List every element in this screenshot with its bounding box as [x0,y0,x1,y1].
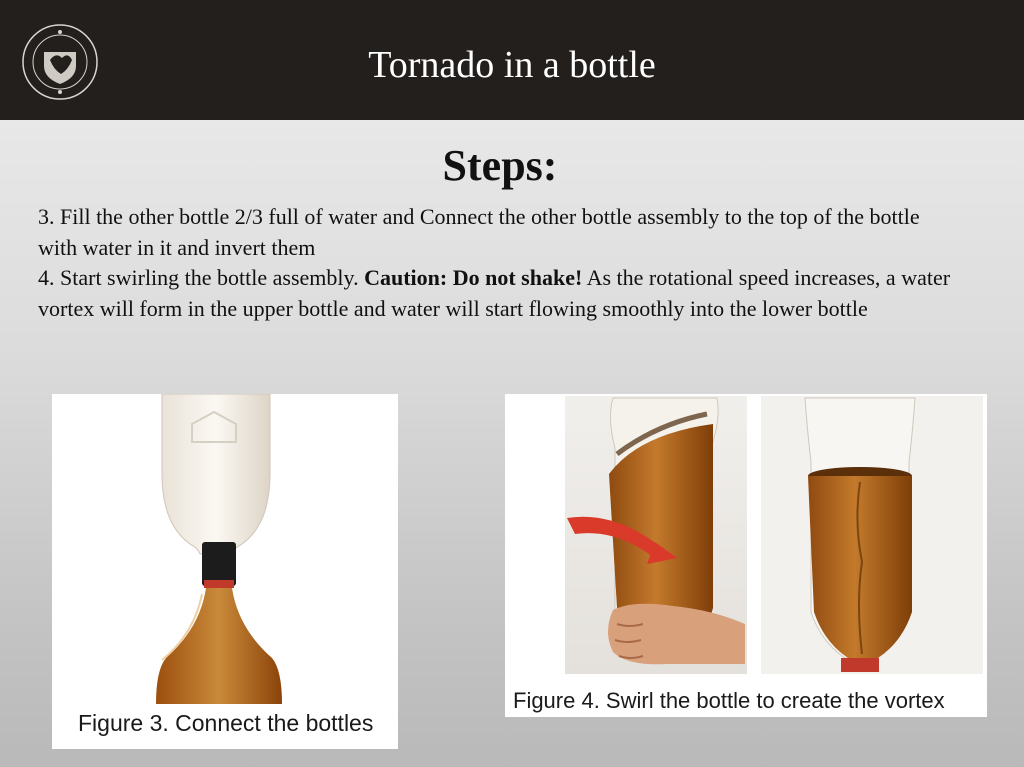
step-4-caution: Caution: Do not shake! [364,265,583,290]
steps-heading: Steps: [442,141,558,190]
step-4-rest: As the rotational speed increases, a water vortex will form in the upper bottle and water will start flowing smoothly into the lower bottle [38,265,951,321]
swirl-vortex-image [505,394,987,679]
figure-3-caption: Figure 3. Connect the bottles [78,710,374,736]
figure-4-caption: Figure 4. Swirl the bottle to create the vortex [513,688,945,713]
slide-title: Tornado in a bottle [368,44,656,86]
connected-bottles-image [52,394,398,704]
figure-4 [505,394,987,717]
step-3-text: 3. Fill the other bottle 2/3 full of water and Connect the other bottle assembly to the top of the bottle with water in it and invert them [38,204,920,260]
steps-text [38,202,958,324]
figure-3 [52,394,398,749]
step-4-intro: 4. Start swirling the bottle assembly. [38,265,365,290]
step-4-text [38,263,958,324]
header-bar [0,0,1024,120]
